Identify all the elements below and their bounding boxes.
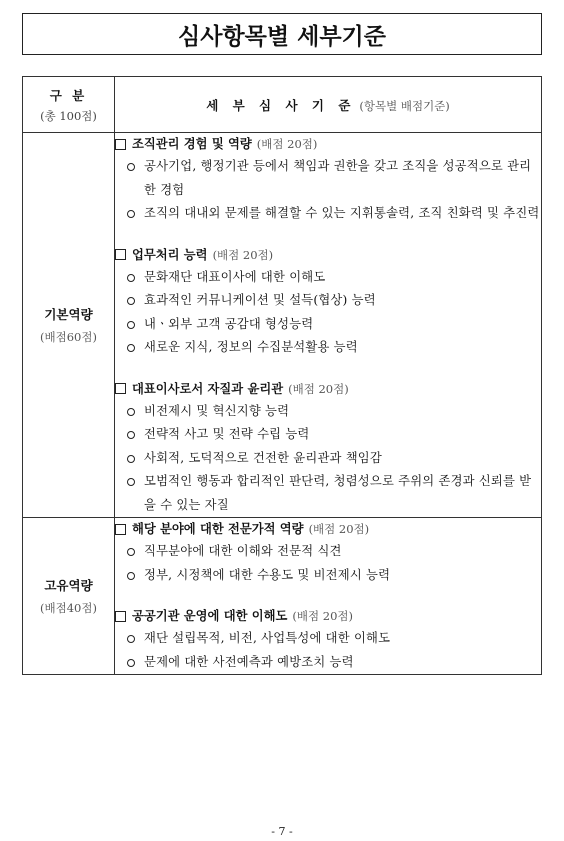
group-points: (배점 20점) — [212, 247, 274, 262]
table-row — [23, 133, 542, 518]
table-header-row — [23, 77, 542, 133]
circle-bullet-icon — [127, 431, 135, 439]
list-item-text: 사회적, 도덕적으로 건전한 윤리관과 책임감 — [144, 450, 382, 465]
header-category-label: 구 분 — [49, 87, 88, 103]
group-heading — [115, 605, 541, 627]
list-item — [115, 447, 541, 471]
circle-bullet-icon — [127, 635, 135, 643]
section-name: 기본역량 — [44, 307, 93, 322]
list-item — [115, 289, 541, 313]
list-item — [115, 651, 541, 675]
list-item-text: 조직의 대내외 문제를 해결할 수 있는 지휘통솔력, 조직 친화력 및 추진력 — [144, 206, 540, 220]
list-item — [115, 540, 541, 564]
checkbox-icon — [115, 249, 126, 260]
criteria-group — [115, 133, 541, 226]
list-item — [115, 266, 541, 290]
header-category-cell — [23, 77, 115, 133]
group-title: 공공기관 운영에 대한 이해도 — [132, 608, 288, 623]
list-item — [115, 564, 541, 588]
circle-bullet-icon — [127, 297, 135, 305]
criteria-group — [115, 605, 541, 674]
group-heading — [115, 378, 541, 400]
list-item — [115, 155, 541, 202]
list-item-text: 재단 설립목적, 비전, 사업특성에 대한 이해도 — [144, 631, 391, 645]
list-item — [115, 627, 541, 651]
list-item-text: 효과적인 커뮤니케이션 및 설득(협상) 능력 — [144, 293, 376, 307]
list-item — [115, 313, 541, 337]
list-item — [115, 470, 541, 517]
circle-bullet-icon — [127, 548, 135, 556]
group-points: (배점 20점) — [288, 381, 349, 396]
criteria-group — [115, 378, 541, 518]
checkbox-icon — [115, 611, 126, 622]
list-item-text: 모범적인 행동과 합리적인 판단력, 청렴성으로 주위의 존경과 신뢰를 받을 수 있는 자질 — [144, 474, 532, 512]
group-title: 업무처리 능력 — [132, 246, 208, 262]
document-title: 심사항목별 세부기준 — [178, 23, 386, 50]
circle-bullet-icon — [127, 344, 135, 352]
list-item — [115, 423, 541, 447]
circle-bullet-icon — [127, 163, 135, 171]
title-box — [22, 13, 542, 55]
list-item-text: 문화재단 대표이사에 대한 이해도 — [144, 269, 326, 284]
circle-bullet-icon — [127, 408, 135, 416]
circle-bullet-icon — [127, 455, 135, 463]
list-item-text: 내ㆍ외부 고객 공감대 형성능력 — [144, 316, 314, 331]
circle-bullet-icon — [127, 478, 135, 486]
list-item-text: 직무분야에 대한 이해와 전문적 식견 — [144, 544, 342, 558]
section-label-cell — [23, 518, 115, 675]
circle-bullet-icon — [127, 659, 135, 667]
group-points: (배점 20점) — [256, 137, 318, 151]
list-item — [115, 202, 541, 226]
section-content-cell — [115, 518, 542, 675]
circle-bullet-icon — [127, 210, 135, 218]
circle-bullet-icon — [127, 321, 135, 329]
header-criteria-cell — [115, 77, 542, 133]
group-points: (배점 20점) — [308, 522, 370, 536]
page-number: - 7 - — [271, 825, 293, 838]
circle-bullet-icon — [127, 274, 135, 282]
list-item-text: 비전제시 및 혁신지향 능력 — [144, 403, 290, 418]
checkbox-icon — [115, 139, 126, 150]
list-item-text: 새로운 지식, 정보의 수집분석활용 능력 — [144, 340, 358, 354]
section-label-cell — [23, 133, 115, 518]
group-points: (배점 20점) — [292, 609, 353, 623]
list-item-text: 정부, 시정책에 대한 수용도 및 비전제시 능력 — [144, 567, 391, 582]
group-title: 해당 분야에 대한 전문가적 역량 — [132, 521, 304, 536]
section-name: 고유역량 — [44, 578, 93, 593]
header-criteria-label: 세 부 심 사 기 준 — [206, 97, 356, 113]
list-item — [115, 336, 541, 360]
group-heading — [115, 244, 541, 266]
group-heading — [115, 518, 541, 540]
list-item-text: 전략적 사고 및 전략 수립 능력 — [144, 427, 310, 441]
group-title: 조직관리 경험 및 역량 — [132, 136, 252, 151]
circle-bullet-icon — [127, 572, 135, 580]
criteria-table — [22, 76, 542, 675]
checkbox-icon — [115, 524, 126, 535]
list-item-text: 문제에 대한 사전예측과 예방조치 능력 — [144, 654, 354, 669]
group-title: 대표이사로서 자질과 윤리관 — [132, 380, 284, 396]
header-total-points: (총 100점) — [40, 108, 97, 123]
table-row — [23, 518, 542, 675]
criteria-group — [115, 518, 541, 587]
group-heading — [115, 133, 541, 155]
checkbox-icon — [115, 383, 126, 394]
section-points: (배점60점) — [40, 330, 97, 344]
list-item-text: 공사기업, 행정기관 등에서 책임과 권한을 갖고 조직을 성공적으로 관리한 경험 — [144, 159, 532, 197]
criteria-group — [115, 244, 541, 360]
section-content-cell — [115, 133, 542, 518]
list-item — [115, 400, 541, 424]
header-criteria-sub: (항목별 배점기준) — [359, 98, 450, 113]
section-points: (배점40점) — [40, 601, 97, 615]
